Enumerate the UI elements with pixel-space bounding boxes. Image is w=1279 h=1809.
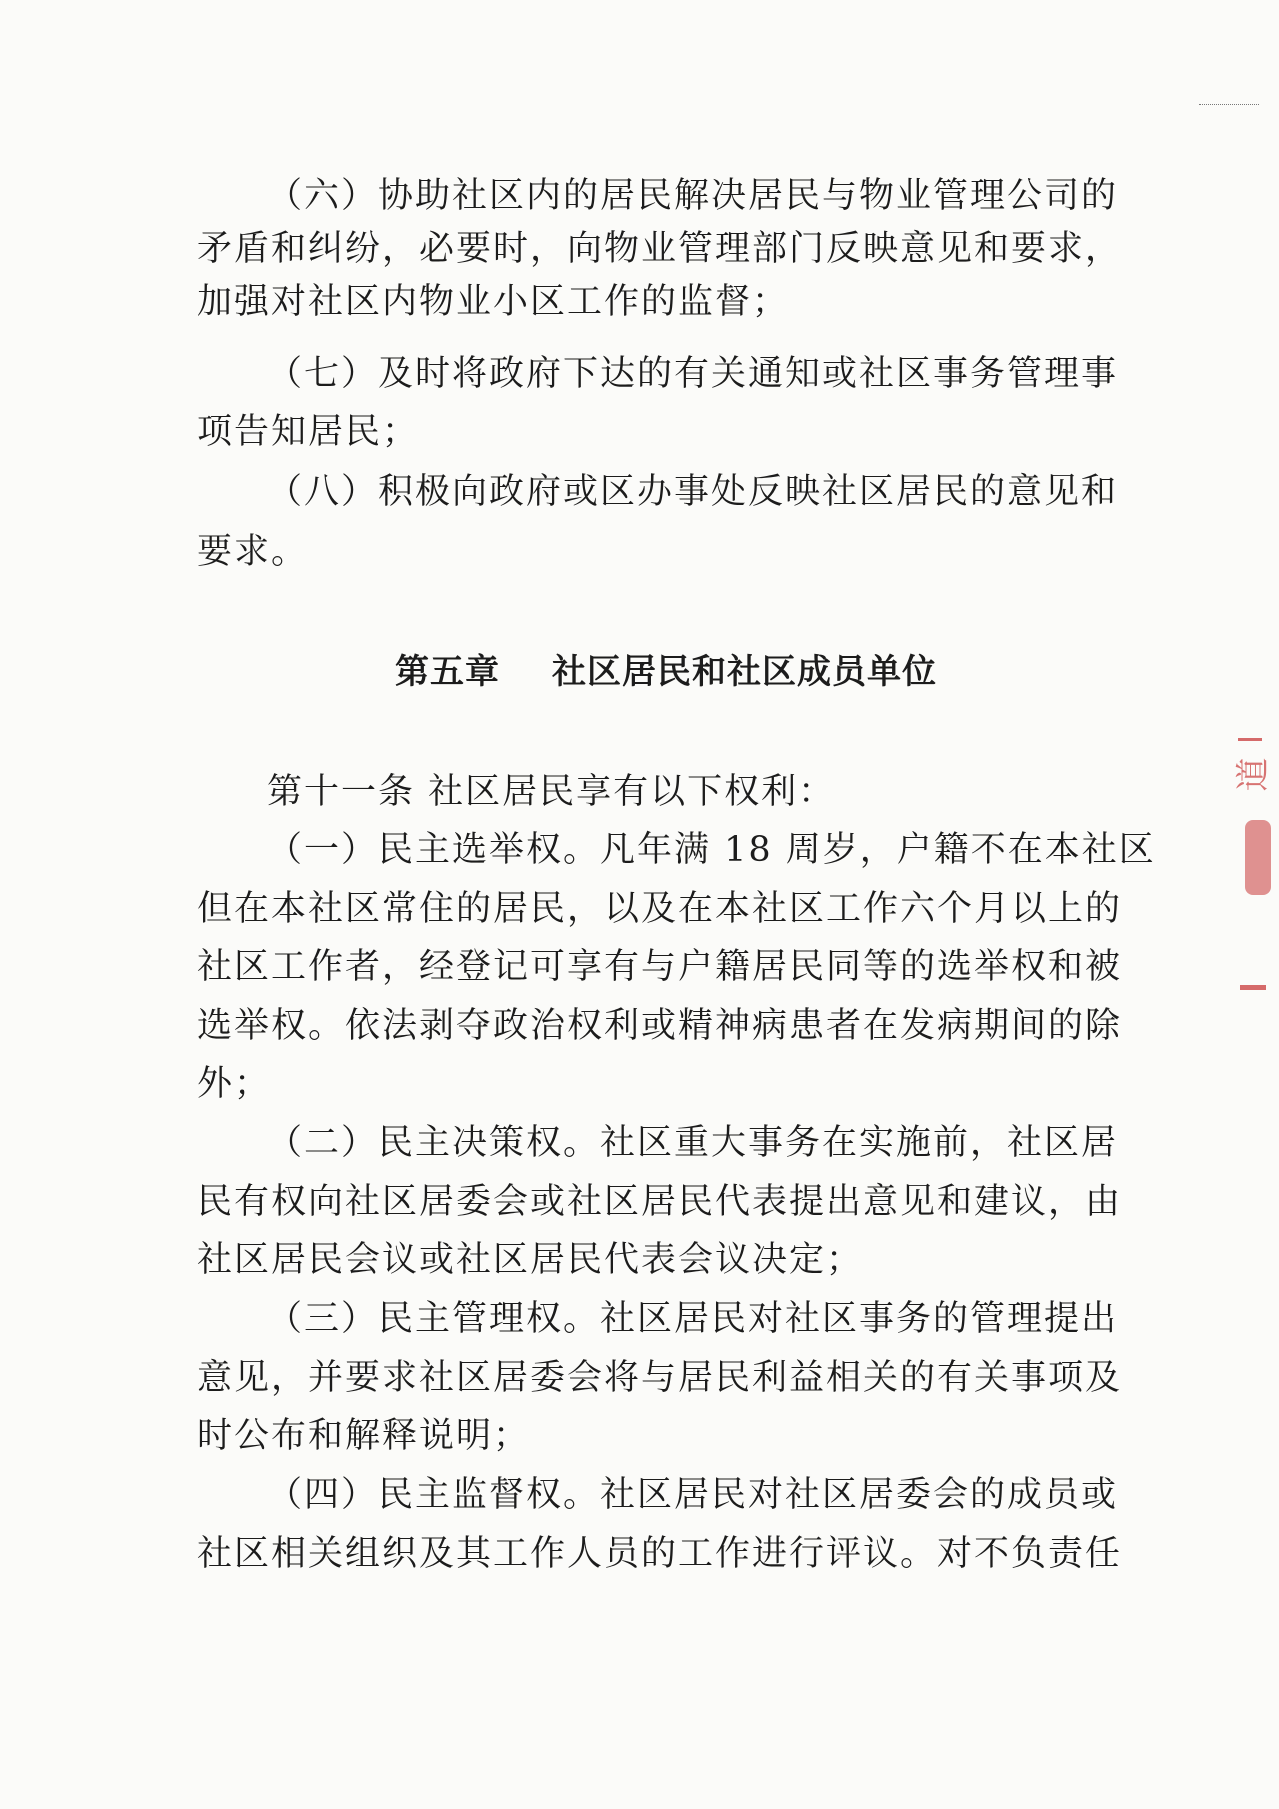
paragraph-line: 民有权向社区居委会或社区居民代表提出意见和建议，由 <box>197 1182 1123 1222</box>
paragraph-line: （七）及时将政府下达的有关通知或社区事务管理事 <box>267 354 1119 394</box>
paragraph-line: 矛盾和纠纷，必要时，向物业管理部门反映意见和要求， <box>197 229 1123 269</box>
seal-stamp-fragment: 道 <box>1233 757 1274 792</box>
scan-speck <box>1199 104 1259 107</box>
chapter-number: 第五章 <box>395 652 500 692</box>
paragraph-line: 时公布和解释说明； <box>197 1416 531 1456</box>
paragraph-line: 但在本社区常住的居民，以及在本社区工作六个月以上的 <box>197 889 1123 929</box>
paragraph-line: （八）积极向政府或区办事处反映社区居民的意见和 <box>267 472 1119 512</box>
article-heading-line: 第十一条 社区居民享有以下权利： <box>267 772 836 812</box>
chapter-title-text: 社区居民和社区成员单位 <box>552 652 937 692</box>
chapter-heading <box>395 650 937 694</box>
seal-stamp-fragment <box>1238 738 1262 741</box>
paragraph-line: 项告知居民； <box>197 412 420 452</box>
paragraph-line: 意见，并要求社区居委会将与居民利益相关的有关事项及 <box>197 1358 1123 1398</box>
paragraph-line: （二）民主决策权。社区重大事务在实施前，社区居 <box>267 1123 1119 1163</box>
seal-stamp-fragment <box>1240 985 1266 990</box>
paragraph-line: 加强对社区内物业小区工作的监督； <box>197 282 790 322</box>
paragraph-line: （一）民主选举权。凡年满 18 周岁，户籍不在本社区 <box>267 830 1156 870</box>
paragraph-line: 社区相关组织及其工作人员的工作进行评议。对不负责任 <box>197 1534 1123 1574</box>
paragraph-line: （四）民主监督权。社区居民对社区居委会的成员或 <box>267 1475 1119 1515</box>
paragraph-line: 社区居民会议或社区居民代表会议决定； <box>197 1240 864 1280</box>
paragraph-line: 外； <box>197 1064 272 1104</box>
paragraph-line: 社区工作者，经登记可享有与户籍居民同等的选举权和被 <box>197 947 1123 987</box>
paragraph-line: （六）协助社区内的居民解决居民与物业管理公司的 <box>267 176 1119 216</box>
paragraph-line: （三）民主管理权。社区居民对社区事务的管理提出 <box>267 1299 1119 1339</box>
paragraph-line: 选举权。依法剥夺政治权利或精神病患者在发病期间的除 <box>197 1006 1123 1046</box>
paragraph-line: 要求。 <box>197 532 309 572</box>
seal-stamp-fragment <box>1245 820 1271 895</box>
